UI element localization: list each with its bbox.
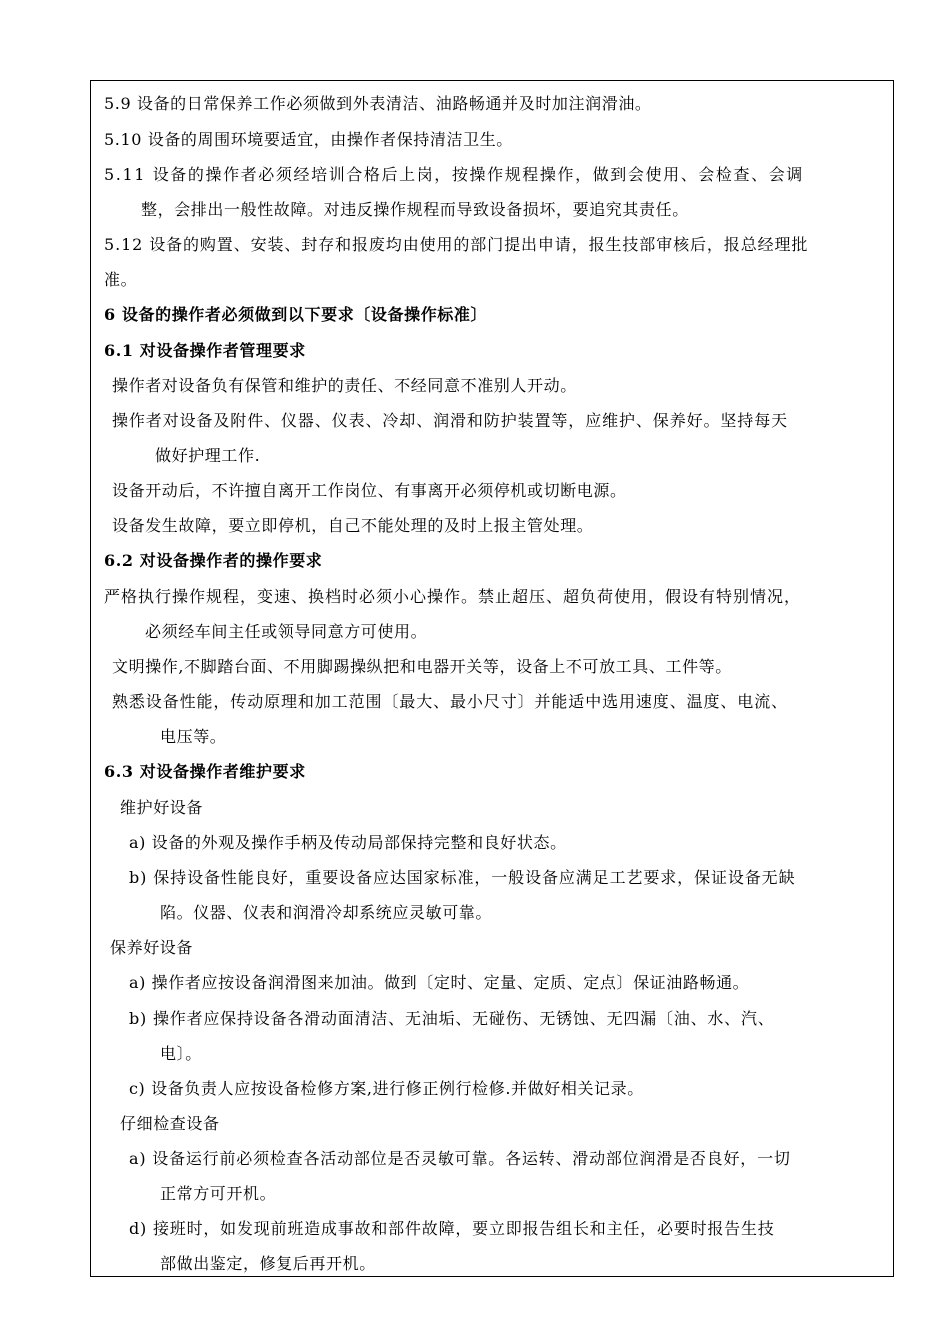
item-6-2-b: 文明操作,不脚踏台面、不用脚踢操纵把和电器开关等，设备上不可放工具、工件等。: [112, 657, 732, 676]
section-6-2-heading: 6.2 对设备操作者的操作要求: [104, 551, 323, 570]
clause-5-12: 5.12 设备的购置、安装、封存和报废均由使用的部门提出申请，报生技部审核后，报总经理批: [104, 235, 809, 254]
clause-5-12-cont: 准。: [104, 270, 138, 289]
item-maintain-b: b) 保持设备性能良好，重要设备应达国家标准，一般设备应满足工艺要求，保证设备无缺: [129, 868, 796, 887]
item-6-2-a-cont: 必须经车间主任或领导同意方可使用。: [145, 622, 428, 641]
item-inspect-d: d) 接班时，如发现前班造成事故和部件故障，要立即报告组长和主任，必要时报告生技: [129, 1219, 775, 1238]
item-6-2-c: 熟悉设备性能，传动原理和加工范围〔最大、最小尺寸〕并能适中选用速度、温度、电流、: [112, 692, 789, 711]
clause-5-11: 5.11 设备的操作者必须经培训合格后上岗，按操作规程操作，做到会使用、会检查、会调: [104, 165, 804, 184]
item-inspect-d-cont: 部做出鉴定，修复后再开机。: [160, 1254, 376, 1273]
item-6-1-b: 操作者对设备及附件、仪器、仪表、冷却、润滑和防护装置等，应维护、保养好。坚持每天: [112, 411, 789, 430]
section-6-heading: 6 设备的操作者必须做到以下要求〔设备操作标准〕: [104, 305, 488, 324]
item-6-1-a: 操作者对设备负有保管和维护的责任、不经同意不准别人开动。: [112, 376, 577, 395]
subheading-upkeep: 保养好设备: [110, 938, 194, 957]
clause-5-11-cont: 整，会排出一般性故障。对违反操作规程而导致设备损坏，要追究其责任。: [141, 200, 689, 219]
item-6-1-d: 设备发生故障，要立即停机，自己不能处理的及时上报主管处理。: [112, 516, 594, 535]
item-inspect-a: a) 设备运行前必须检查各活动部位是否灵敏可靠。各运转、滑动部位润滑是否良好，一切: [129, 1149, 791, 1168]
item-inspect-a-cont: 正常方可开机。: [160, 1184, 277, 1203]
section-6-1-heading: 6.1 对设备操作者管理要求: [104, 341, 306, 360]
item-upkeep-b: b) 操作者应保持设备各滑动面清洁、无油垢、无碰伤、无锈蚀、无四漏〔油、水、汽、: [129, 1009, 775, 1028]
subheading-inspect: 仔细检查设备: [120, 1114, 220, 1133]
item-upkeep-a: a) 操作者应按设备润滑图来加油。做到〔定时、定量、定质、定点〕保证油路畅通。: [129, 973, 750, 992]
item-maintain-a: a) 设备的外观及操作手柄及传动局部保持完整和良好状态。: [129, 833, 567, 852]
item-6-1-c: 设备开动后，不许擅自离开工作岗位、有事离开必须停机或切断电源。: [112, 481, 627, 500]
subheading-maintain: 维护好设备: [120, 798, 204, 817]
clause-5-10: 5.10 设备的周围环境要适宜，由操作者保持清洁卫生。: [104, 130, 513, 149]
item-6-2-c-cont: 电压等。: [160, 727, 227, 746]
item-6-2-a: 严格执行操作规程，变速、换档时必须小心操作。禁止超压、超负荷使用，假设有特别情况，: [104, 587, 802, 606]
item-upkeep-b-cont: 电〕。: [160, 1044, 202, 1063]
clause-5-9: 5.9 设备的日常保养工作必须做到外表清洁、油路畅通并及时加注润滑油。: [104, 94, 652, 113]
item-upkeep-c: c) 设备负责人应按设备检修方案,进行修正例行检修.并做好相关记录。: [129, 1079, 644, 1098]
item-6-1-b-cont: 做好护理工作.: [155, 446, 261, 465]
item-maintain-b-cont: 陷。仪器、仪表和润滑冷却系统应灵敏可靠。: [160, 903, 493, 922]
section-6-3-heading: 6.3 对设备操作者维护要求: [104, 762, 306, 781]
